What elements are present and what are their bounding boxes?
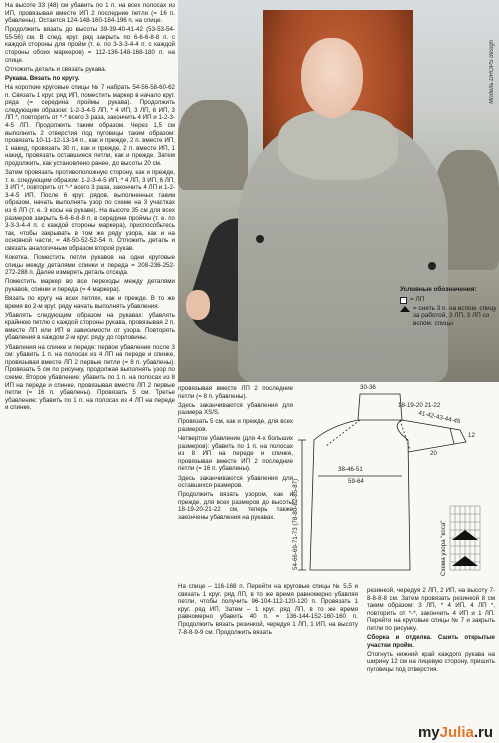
dimension-label: 20 (430, 450, 437, 457)
photo-credit: Модель DROPS design (489, 40, 495, 104)
instructions-middle-column (178, 385, 293, 523)
paragraph: На высоте 33 (48) см убавить по 1 п. на всех полосах из ИП, провязывая вместе ИП 2 последние петли (= 16 п. убавлены). Остается 124-148-160-184-196 п. на спице. (5, 2, 175, 25)
button-shape (428, 262, 436, 270)
instructions-left-column (5, 2, 175, 413)
dimension-label: 41-42-43-44-45 (417, 409, 461, 426)
legend (400, 286, 498, 328)
dimension-label: 59-64 (348, 478, 364, 485)
paragraph: Вязать по кругу на всех петлях, как и прежде. В то же время во 2-м круг. ряду начать выполнять убавления. (5, 294, 175, 310)
legend-row (400, 296, 498, 304)
button-shape (256, 235, 264, 243)
section-heading-assembly: Сборка и отделка. Сшить открытые участки пройм. (367, 634, 495, 649)
hand-shape (186, 290, 210, 320)
section-heading-sleeves: Рукава. Вязать по кругу. (5, 74, 80, 82)
paragraph: Здесь заканчиваются убавления для размера XS/S. (178, 401, 293, 417)
legend-item-text: = ЛП (410, 295, 425, 303)
paragraph: Продолжить вязать до высоты 39-39-40-41-42 (53-53-54-55-56) см. В след. круг. ряд закрыть по 6-6-6-8-8 п. с каждой стороны для пройм (т. е. по 3-3-3-4-4 п. с каждой стороны обоих маркеров) = 112-136-148-168-180 п. на спице. (5, 26, 175, 64)
instructions-bottom-column (178, 583, 358, 638)
dimension-label: 54-66-69-71-73 (78-80-82-85-87) (292, 478, 299, 570)
paragraph: На короткие круговые спицы № 7 набрать 54-56-58-60-62 п. Связать 1 круг. ряд ИП, поместить маркер в начало круг. ряда (= середина проймы рукава). Продолжить следующим образом: 1-2-3-4-5 ЛП, * 4 ИП, 3 ЛП, 6 ИП, 3 ЛП *, повторить от *-* всего 3 раза, закончить 4 ИП и 1-2-3-4-5 ЛП. Продолжить таким образом. Через 1,5 см выполнить 2 отверстия под пуговицы таким образом: провязать 10-11-12-13-14 п., как и прежде, 2 п. вместе ИП, 1 накид, провязать 30 п., как и прежде, 2 п. вместе ИП, 1 накид, провязать оставшиеся петли, как и прежде. Затем продолжить, как установлено ранее, до высоты 20 см. (5, 83, 175, 167)
triangle-icon (400, 306, 410, 312)
garment-schematic (290, 380, 499, 590)
paragraph: провязывая вместе ЛП 2 последние петли (= 8 п. убавлены). (178, 385, 293, 400)
paragraph: Здесь заканчиваются убавления для оставшихся размеров. (178, 474, 293, 490)
dimension-label: 18-19-20 21-22 (398, 402, 441, 409)
paragraph: Убавлять следующим образом на рукавах: убавлять крайнюю петлю с каждой стороны рукава, провязывая 2 п. вместе ЛП или ИП в зависимости от узора. Повторять убавления в каждом 2-м круг. ряду до горловины. (5, 311, 175, 342)
dimension-label: 12 (468, 432, 475, 439)
logo-part-accent: Julia (439, 724, 474, 741)
rock-shape (178, 100, 248, 190)
dimension-label: 30-36 (360, 384, 376, 391)
legend-item-text: = снять 3 п. на вспом. спицу за работой, 3 ЛП, 3 ЛП со вспом. спицы (413, 304, 497, 327)
schematic-drawing (290, 380, 499, 590)
paragraph: На спице – 116-168 п. Перейти на круговые спицы № 5,5 и связать 1 круг. ряд ЛП, в то же время равномерно убавляя петли, чтобы получить 96-104-112-120-120 п. Провязать 1 круг. ряд ИП. Затем – 1 круг. ряд ЛП, в то же время равномерно убавить 40 п. = 136-144-152-160-160 п. Продолжить вязать резинкой, чередуя 1 ЛП, 1 ИП, на высоту 7-8-8-9-9 см. Продолжить вязать (178, 583, 358, 636)
paragraph: Затем провязать противоположную сторону, как и прежде, т. е. следующим образом: 1-2-3-4-5 ИП, * 4 ЛП, 3 ИП, 6 ЛП, 3 ИП *, повторить от *-* всего 3 раза, закончить 4 ЛП и 1-2-3-4-5 ИП. После 6 круг. рядов, выполненных таким образом, начать выполнять узор по схеме на 3 участках из 6 ЛП (т. е. 3 косы на рукаве). На высоте 35 см для всех размеров закрыть 6-6-6-8-8 п. в середине проймы (т. е. по 3-3-3-4-4 п. с каждой стороны маркера), приспособьтесь так, чтобы закрывать в том же ряду узора, как и на основной части, = 48-50-52-52-54 п. Отложить деталь и связать аналогичным образом второй рукав. (5, 168, 175, 252)
square-icon (400, 297, 407, 304)
paragraph: резинкой, чередуя 2 ЛП, 2 ИП, на высоту 7-8-8-8-8 см. Затем провязать резинкой 8 см таким образом: 3 ЛП, * 4 ИП, 4 ЛП *, повторить от *-*, закончить 4 ИП и 1 ЛП. Перейти на круговые спицы № 7 и закрыть петли по рисунку. (367, 587, 495, 632)
site-logo (418, 724, 493, 741)
collar-shape (278, 110, 398, 180)
paragraph: Продолжить вязать узором, как и прежде, для всех размеров до высоты 18-19-20-21-22 см, теперь также закончены убавления на рукавах. (178, 491, 293, 521)
instructions-right-column (367, 587, 495, 675)
logo-part: my (417, 724, 440, 741)
legend-row (400, 305, 498, 328)
paragraph: Четвертое убавление (для 4-х больших размеров): убавить по 1 п. на полосах из 8 ИП на переде и спинке, провязывая вместе ИП 2 последние петли (= 16 п. убавлены). (178, 435, 293, 473)
paragraph: Отогнуть нижний край каждого рукава на ширину 12 см на лицевую сторону, пришить пуговицы под отверстия. (367, 650, 495, 673)
face-shape (301, 38, 363, 118)
paragraph: Кокетка. Поместить петли рукавов на одни круговые спицы между деталями спинки и переда = 208-236-252-272-288 п. Далее измерять деталь отсюда. (5, 254, 175, 277)
chart-label: Схема узора "коса" (440, 520, 447, 576)
logo-part: .ru (473, 724, 493, 741)
paragraph: Провязать 5 см, как и прежде, для всех размеров. (178, 418, 293, 433)
paragraph: Убавления на спинке и переде: первое убавление после 3 см: убавить 1 п. на полосах из 4 ЛП на переде и спинке, провязывая вместе ЛП 2 первые петли (= 8 п. убавлены). Провязать 5 см по рисунку, продолжая выполнять узор по схеме. Второе убавление: убавить по 1 п. на полосах из 8 ИП на переде и спинке, провязывая вместе ЛП 2 первые петли (= 16 п. убавлены). Провязать 5 см. Третье убавление: убавить по 1 п. на полосах из 4 ЛП на переде и спинке, (5, 343, 175, 412)
dimension-label: 38-46-51 (338, 466, 363, 473)
paragraph: Отложить деталь и связать рукава. (5, 65, 107, 73)
legend-title: Условные обозначения: (400, 286, 477, 293)
paragraph: Поместить маркер во все переходы между деталями рукавов, спинки и переда (= 4 маркера). (5, 278, 175, 293)
